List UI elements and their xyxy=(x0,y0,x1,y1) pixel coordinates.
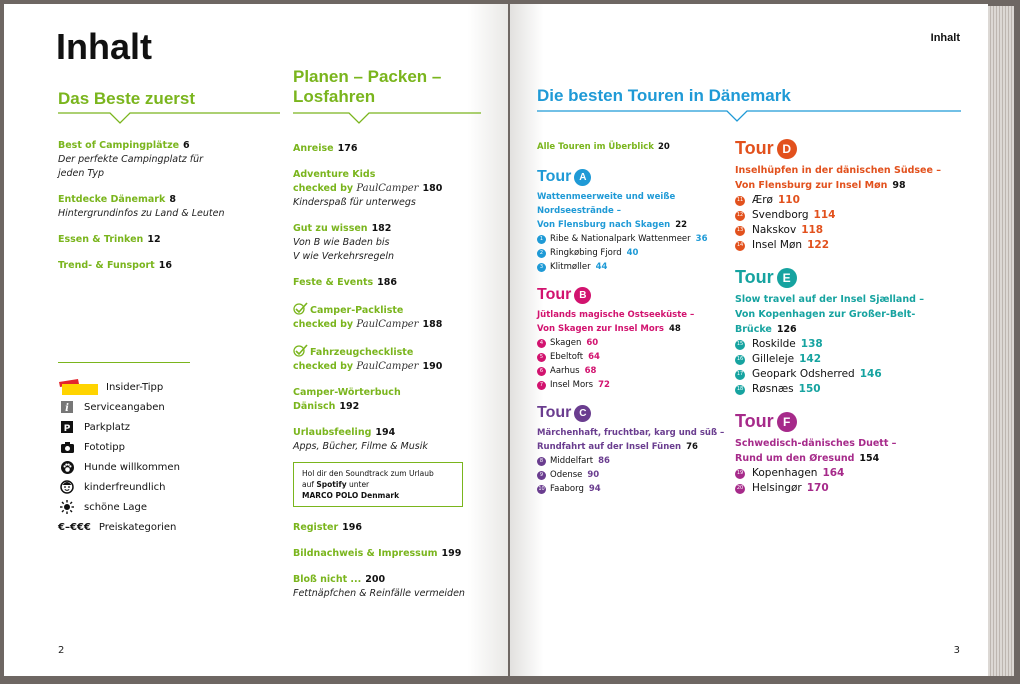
parking-icon xyxy=(58,420,76,434)
checkmark-icon xyxy=(293,302,308,315)
tour-d[interactable]: Tour D Inselhüpfen in der dänischen Südsee – Von Flensburg zur Insel Møn 98 11 Ærø 110 12 Svendborg 114 13 Nakskov 118 14 Insel Møn 122 xyxy=(735,138,970,253)
paulcamper-logo: PaulCamper xyxy=(356,183,419,194)
tour-stop[interactable]: 3 Klitmøller 44 xyxy=(537,260,737,274)
toc-entry[interactable]: Anreise 176 xyxy=(293,143,358,154)
toc-entry[interactable]: Camper-Packliste checked by PaulCamper 188 xyxy=(293,302,493,332)
tour-stop[interactable]: 8 Middelfart 86 xyxy=(537,454,737,468)
legend-item: kinderfreundlich xyxy=(58,477,278,497)
spotify-soundtrack-box[interactable]: Hol dir den Soundtrack zum Urlaub auf Spotify unter MARCO POLO Denmark xyxy=(293,462,463,507)
toc-entry[interactable]: Bildnachweis & Impressum 199 xyxy=(293,548,462,559)
toc-entry[interactable]: Feste & Events 186 xyxy=(293,277,398,288)
heading-rule xyxy=(537,108,961,122)
section-heading-planen: Planen – Packen – Losfahren xyxy=(293,67,442,106)
tour-a[interactable]: Tour A Wattenmeerweite und weiße Nordseestrände – Von Flensburg nach Skagen 22 1 Ribe & Nationalpark Wattenmeer 36 2 Ringkøbing Fjord 40 3 Klitmøller 44 xyxy=(537,168,737,274)
tour-c[interactable]: Tour C Märchenhaft, fruchtbar, karg und süß – Rundfahrt auf der Insel Fünen 76 8 Middelfart 86 9 Odense 90 10 Faaborg 94 xyxy=(537,404,737,496)
toc-entry[interactable]: Alle Touren im Überblick 20 xyxy=(537,142,670,152)
paw-icon xyxy=(58,460,76,474)
sun-icon xyxy=(58,500,76,514)
page-title: Inhalt xyxy=(56,26,152,67)
svg-text:i: i xyxy=(65,403,69,413)
paulcamper-logo: PaulCamper xyxy=(356,361,419,372)
tour-stop[interactable]: 19 Kopenhagen 164 xyxy=(736,467,845,479)
left-page xyxy=(4,4,508,676)
toc-entry[interactable]: Bloß nicht ... 200 Fettnäpfchen & Reinfälle vermeiden xyxy=(293,574,465,599)
right-page xyxy=(510,4,988,676)
legend-item: Insider-Tipp xyxy=(58,377,278,397)
tour-letter-badge: F xyxy=(777,412,797,432)
tour-stop[interactable]: 1 Ribe & Nationalpark Wattenmeer 36 xyxy=(537,232,737,246)
legend-item: Fototipp xyxy=(58,437,278,457)
section-heading-best: Das Beste zuerst xyxy=(58,89,196,108)
legend-item: i Serviceangaben xyxy=(58,397,278,417)
tour-letter-badge: B xyxy=(574,287,591,304)
tour-stop[interactable]: 5 Ebeltoft 64 xyxy=(537,350,737,364)
page-number: 2 xyxy=(58,645,65,656)
insider-tip-icon xyxy=(58,380,100,394)
best-entries xyxy=(58,139,278,285)
toc-entry[interactable]: Best of Campingplätze 6 Der perfekte Campingplatz für jeden Typ xyxy=(58,140,204,179)
tour-stop[interactable]: 10 Faaborg 94 xyxy=(538,484,601,494)
svg-text:P: P xyxy=(63,424,71,433)
toc-entry[interactable]: Camper-Wörterbuch Dänisch 192 xyxy=(293,387,401,412)
tour-stop[interactable]: 16 Gilleleje 142 xyxy=(736,353,822,365)
toc-entry[interactable]: Essen & Trinken 12 xyxy=(58,234,161,245)
tour-stop[interactable]: 11 Ærø 110 xyxy=(736,194,800,206)
tour-stop[interactable]: 15 Roskilde 138 xyxy=(736,338,823,350)
tour-letter-badge: E xyxy=(777,268,797,288)
tour-b[interactable]: Tour B Jütlands magische Ostseeküste – Von Skagen zur Insel Mors 48 4 Skagen 60 5 Ebeltoft 64 6 Aarhus 68 7 Insel Mors 72 xyxy=(537,286,737,392)
tours-column-1 xyxy=(537,140,737,496)
planen-entries xyxy=(293,142,493,613)
toc-entry[interactable]: Gut zu wissen 182 Von B wie Baden bis V wie Verkehrsregeln xyxy=(293,223,394,262)
tour-letter-badge: A xyxy=(574,169,591,186)
legend-item: €–€€€ Preiskategorien xyxy=(58,521,177,533)
tour-e[interactable]: Tour E Slow travel auf der Insel Sjælland – Von Kopenhagen zur Großer-Belt- Brücke 126 15 Roskilde 138 16 Gilleleje 142 17 Geopark Odsherred 146 18 Røsnæs 150 xyxy=(735,267,970,397)
tour-stop[interactable]: 14 Insel Møn 122 xyxy=(736,239,829,251)
heading-rule xyxy=(58,110,280,124)
price-icon: €–€€€ xyxy=(58,521,91,533)
tour-stop[interactable]: 6 Aarhus 68 xyxy=(537,364,737,378)
toc-entry[interactable]: Urlaubsfeeling 194 Apps, Bücher, Filme & Musik xyxy=(293,427,428,452)
tour-stop[interactable]: 20 Helsingør 170 xyxy=(736,482,829,494)
tour-stop[interactable]: 17 Geopark Odsherred 146 xyxy=(736,368,882,380)
tour-stop[interactable]: 12 Svendborg 114 xyxy=(736,209,836,221)
page-number: 3 xyxy=(953,645,960,656)
symbol-legend xyxy=(58,362,278,537)
paulcamper-logo: PaulCamper xyxy=(356,319,419,330)
toc-entry[interactable]: Adventure Kids checked by PaulCamper 180 Kinderspaß für unterwegs xyxy=(293,169,443,208)
heading-rule xyxy=(293,110,481,124)
camera-icon xyxy=(58,440,76,454)
tours-column-2 xyxy=(735,138,970,496)
tour-letter-badge: D xyxy=(777,139,797,159)
tour-stop[interactable]: 13 Nakskov 118 xyxy=(736,224,824,236)
tour-letter-badge: C xyxy=(574,405,591,422)
tour-stop[interactable]: 7 Insel Mors 72 xyxy=(537,378,737,392)
tour-f[interactable]: Tour F Schwedisch-dänisches Duett – Rund um den Øresund 154 19 Kopenhagen 164 20 Helsingør 170 xyxy=(735,411,970,496)
page-edges xyxy=(988,6,1014,676)
legend-item: P Parkplatz xyxy=(58,417,278,437)
info-icon xyxy=(58,400,76,414)
legend-item: schöne Lage xyxy=(58,497,278,517)
toc-entry[interactable]: Entdecke Dänemark 8 Hintergrundinfos zu Land & Leuten xyxy=(58,194,225,219)
section-heading-touren: Die besten Touren in Dänemark xyxy=(537,86,791,105)
checkmark-icon xyxy=(293,344,308,357)
tour-stop[interactable]: 18 Røsnæs 150 xyxy=(736,383,821,395)
running-head: Inhalt xyxy=(930,32,960,44)
toc-entry[interactable]: Register 196 xyxy=(293,522,362,533)
legend-divider xyxy=(58,362,190,363)
toc-entry[interactable]: Fahrzeugcheckliste checked by PaulCamper 190 xyxy=(293,344,493,374)
tour-stop[interactable]: 9 Odense 90 xyxy=(537,468,737,482)
child-face-icon xyxy=(58,480,76,494)
tour-stop[interactable]: 2 Ringkøbing Fjord 40 xyxy=(537,246,737,260)
tour-stop[interactable]: 4 Skagen 60 xyxy=(537,336,737,350)
legend-item: Hunde willkommen xyxy=(58,457,278,477)
toc-entry[interactable]: Trend- & Funsport 16 xyxy=(58,260,172,271)
